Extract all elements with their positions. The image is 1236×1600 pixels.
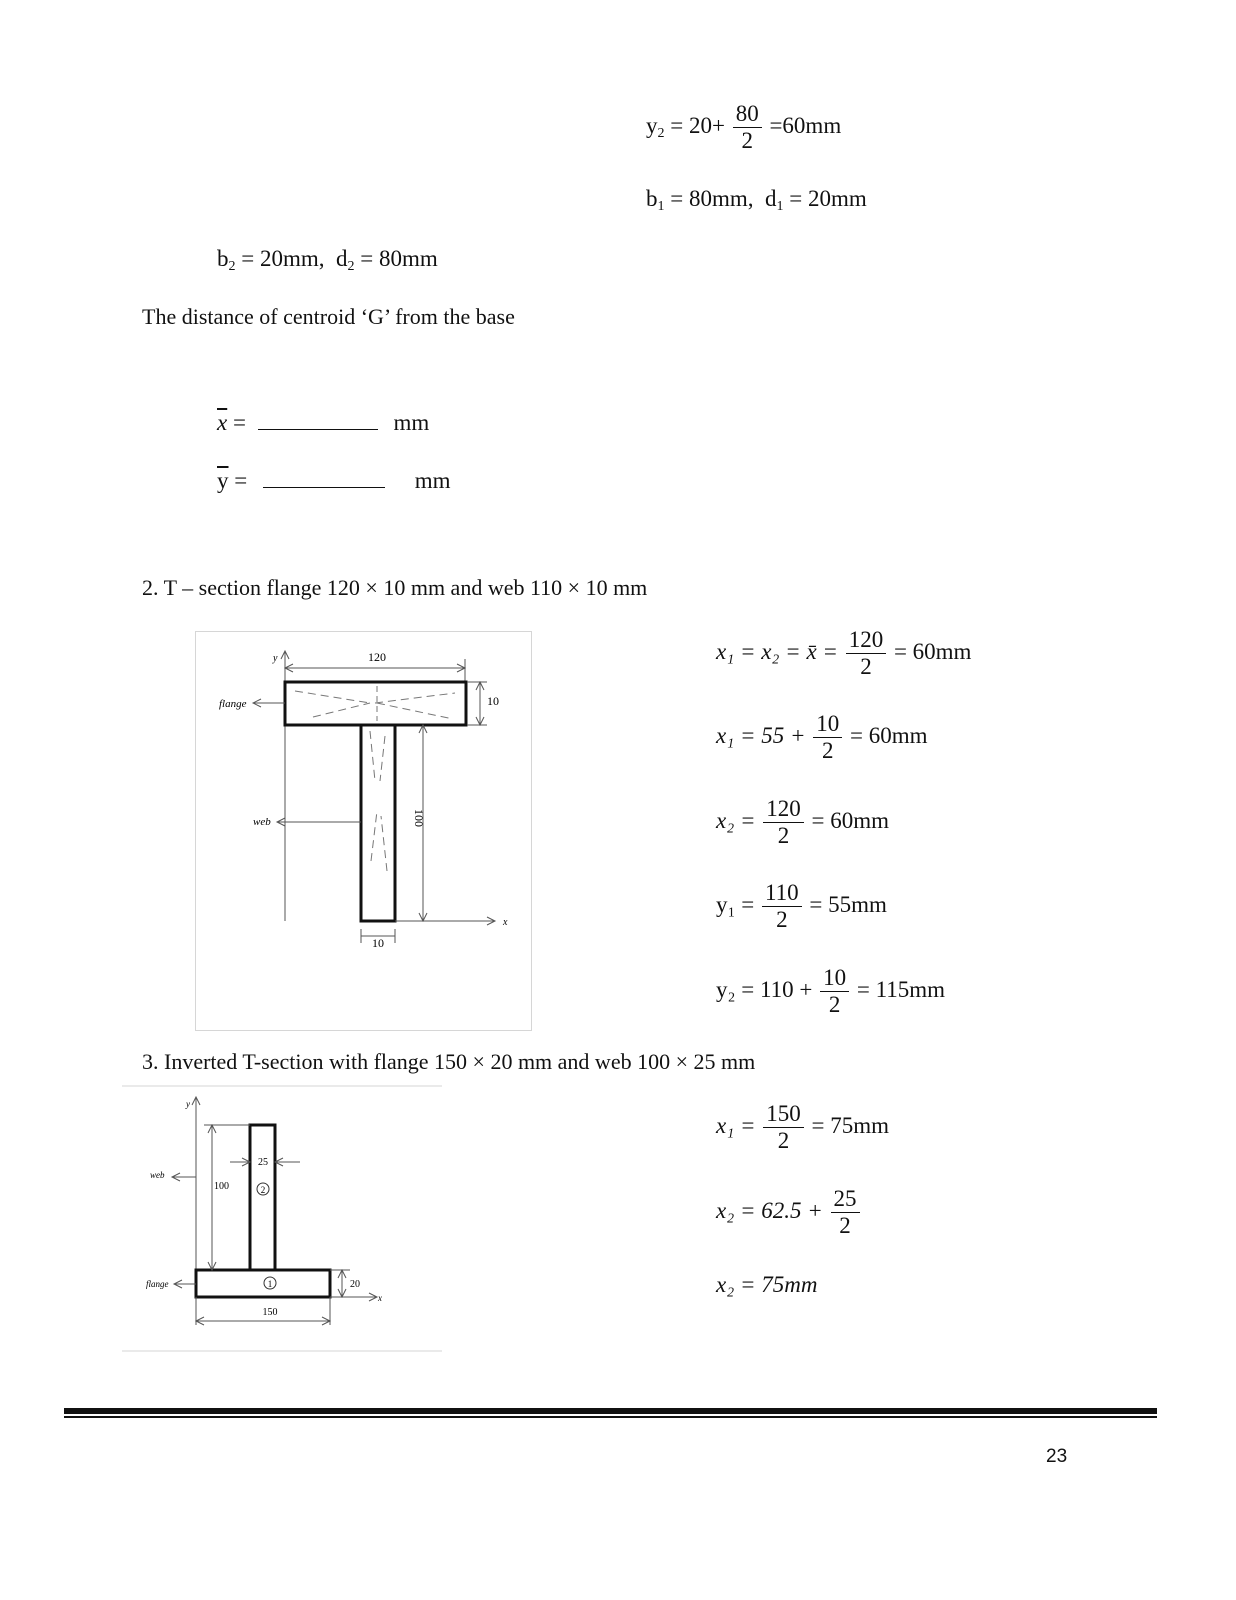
part1-label: 1	[267, 1279, 273, 1289]
web-width-label: 25	[258, 1157, 268, 1168]
flange-thk-label: 10	[487, 694, 499, 708]
s3-equation-2: x₂ = 62.5 + $\frac{25}{2}$	[716, 1187, 862, 1238]
y-answer-blank[interactable]	[263, 469, 385, 488]
y-axis-label: y	[273, 653, 278, 664]
equation-b1-d1: $b_1 = 80mm$, $d_1 = 20mm$	[646, 186, 867, 214]
answer-x: $\overline{x}$ = mm	[217, 410, 430, 435]
s3-equation-1: x₁ = $\frac{150}{2}$ = 75mm	[716, 1101, 889, 1153]
t-section-figure	[195, 631, 532, 1031]
s2-equation-2: x₁ = 55 + $\frac{10}{2}$ = 60mm	[716, 711, 928, 763]
flange-rect	[196, 1270, 330, 1297]
web-width-label: 10	[372, 936, 384, 950]
x-axis-label: x	[378, 1293, 382, 1303]
top-dim-label: 120	[368, 650, 386, 664]
web-height-label: 100	[214, 1181, 229, 1192]
section2-heading: 2. T – section flange 120 × 10 mm and web 110 × 10 mm	[142, 575, 648, 600]
x-answer-blank[interactable]	[258, 411, 378, 430]
flange-width-label: 150	[262, 1307, 278, 1318]
flange-label: flange	[146, 1279, 169, 1289]
footer-rule	[64, 1408, 1157, 1414]
centroid-statement: The distance of centroid ‘G’ from the base	[142, 304, 515, 329]
web-height-label: 100	[412, 809, 426, 827]
footer-rule-thin	[64, 1416, 1157, 1418]
page-number: 23	[1046, 1446, 1068, 1467]
x-axis-label: x	[503, 917, 508, 928]
flange-thk-label: 20	[350, 1279, 360, 1290]
web-rect	[361, 725, 395, 921]
section3-heading: 3. Inverted T-section with flange 150 × 20 mm and web 100 × 25 mm	[142, 1049, 756, 1074]
s3-equation-3: x₂ = 75mm	[716, 1272, 818, 1297]
inverted-t-figure	[122, 1085, 442, 1353]
web-rect	[250, 1125, 275, 1270]
web-label: web	[253, 816, 271, 828]
s2-equation-1: x₁ = x₂ = x̄ = $\frac{120}{2}$ = 60mm	[716, 627, 972, 679]
flange-rect	[285, 682, 466, 725]
part2-label: 2	[260, 1185, 266, 1195]
web-label: web	[150, 1170, 165, 1180]
y-axis-label: y	[186, 1099, 190, 1109]
s2-equation-3: x₂ = $\frac{120}{2}$ = 60mm	[716, 796, 889, 848]
s2-equation-5: y₂ = 110 + $\frac{10}{2}$ = 115mm	[716, 965, 946, 1017]
answer-y: $\overline{y}$ = mm	[217, 468, 451, 493]
s2-equation-4: y₁ = $\frac{110}{2}$ = 55mm	[716, 880, 887, 932]
equation-b2-d2: $b_2 = 20mm$, $d_2 = 80mm$	[217, 246, 438, 274]
flange-label: flange	[219, 698, 247, 710]
equation-y2: $y_2 = 20+$ $\frac{80}{2}$ =60mm	[646, 101, 842, 153]
